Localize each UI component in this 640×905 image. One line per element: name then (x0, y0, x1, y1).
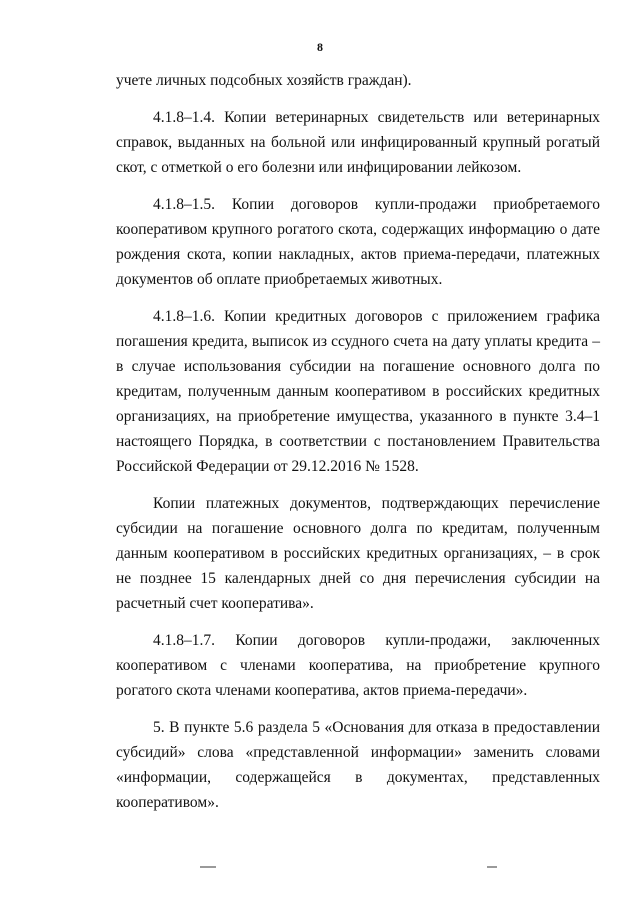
paragraph-item-5: 5. В пункте 5.6 раздела 5 «Основания для отказа в предоставлении субсидий» слова «представленной информации» заменить словами «информации, содержащейся в документах, представленных кооперативом». (116, 719, 600, 811)
paragraph-continuation: учете личных подсобных хозяйств граждан). (116, 72, 412, 89)
paragraph-4-1-8-1-4: 4.1.8–1.4. Копии ветеринарных свидетельств или ветеринарных справок, выданных на больной или инфицированный крупный рогатый скот, с отметкой о его болезни или инфицировании лейкозом. (116, 109, 600, 176)
paragraph-payment-documents: Копии платежных документов, подтверждающих перечисление субсидии на погашение основного долга по кредитам, полученным данным кооперативом в российских кредитных организациях, – в срок не позднее 15 календарных дней со дня перечисления субсидии на расчетный счет кооператива». (116, 495, 600, 612)
paragraph-4-1-8-1-5: 4.1.8–1.5. Копии договоров купли-продажи приобретаемого кооперативом крупного рогатого скота, содержащих информацию о дате рождения скота, копии накладных, актов приема-передачи, платежных документов об оплате приобретаемых животных. (116, 196, 600, 288)
document-body (116, 68, 600, 827)
paragraph-4-1-8-1-7: 4.1.8–1.7. Копии договоров купли-продажи, заключенных кооперативом с членами кооператива, на приобретение крупного рогатого скота членами кооператива, актов приема-передачи». (116, 632, 600, 699)
page-number: 8 (317, 40, 323, 54)
footer-mark-right (487, 866, 497, 868)
paragraph-4-1-8-1-6: 4.1.8–1.6. Копии кредитных договоров с приложением графика погашения кредита, выписок из ссудного счета на дату уплаты кредита – в случае использования субсидии на погашение основного долга по кредитам, полученным данным кооперативом в российских кредитных организациях, на приобретение имущества, указанного в пункте 3.4–1 настоящего Порядка, в соответствии с постановлением Правительства Российской Федерации от 29.12.2016 № 1528. (116, 308, 600, 475)
footer-mark-left (200, 866, 216, 868)
